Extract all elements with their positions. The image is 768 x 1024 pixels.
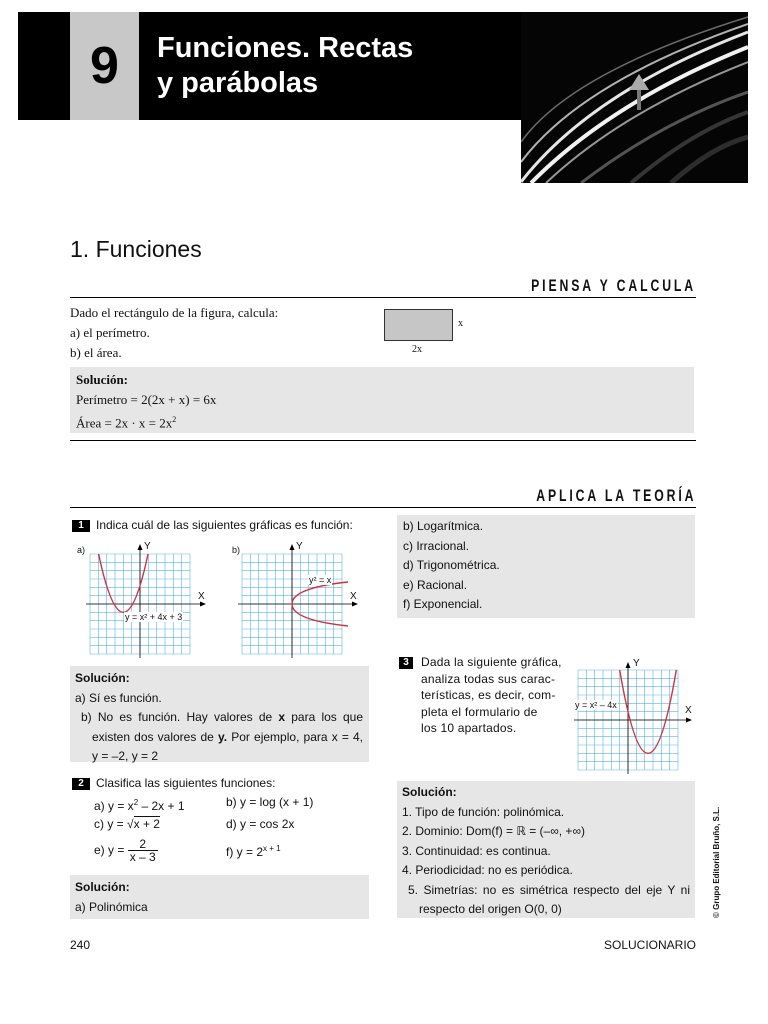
- section-rule: [70, 507, 696, 508]
- exercise-number-badge: 3: [399, 657, 413, 669]
- graph-b-label: b): [232, 545, 241, 555]
- section-rule: [70, 440, 696, 441]
- ex2-solution-f: f) Exponencial.: [403, 597, 483, 611]
- ex1-solution-b: b) No es función. Hay valores de x para los que existen dos valores de y. Por ejemplo, para x = 4, y = –2, y = 2: [81, 710, 363, 763]
- ex2-solution-a: a) Polinómica: [75, 899, 148, 914]
- exercise-number-badge: 2: [72, 778, 90, 790]
- piensa-y-calcula-heading: PIENSA Y CALCULA: [531, 276, 696, 295]
- page-number: 240: [70, 938, 91, 952]
- chapter-title-line1: Funciones. Rectas: [157, 32, 414, 64]
- sqrt-symbol: √: [127, 817, 134, 831]
- graph-3-y-label: Y: [633, 658, 640, 669]
- rectangle-figure: [384, 309, 453, 341]
- piensa-item-b: b) el área.: [70, 345, 122, 360]
- piensa-intro: Dado el rectángulo de la figura, calcula:: [70, 305, 279, 320]
- piensa-item-a: a) el perímetro.: [70, 325, 150, 340]
- graph-b: [238, 544, 358, 658]
- ex2-item-f: f) $y = 2^{x + 1}$: [226, 844, 281, 859]
- exercise-3-solution-box: [397, 781, 695, 918]
- exercise-2-statement: 2 Clasifica las siguientes funciones:: [72, 774, 275, 794]
- ex2-solution-d: d) Trigonométrica.: [403, 558, 500, 572]
- chapter-title: [157, 31, 413, 101]
- ex1-solution-a: a) Sí es función.: [75, 690, 162, 705]
- ex2-item-e: e) y = $\frac{2}{x - 3}$: [94, 837, 156, 864]
- area-result: Área = $2x \cdot x = 2x^2$: [76, 415, 177, 431]
- copyright-vertical: © Grupo Editorial Bruño, S.L.: [712, 806, 721, 918]
- exercise-3-statement: Dada la siguiente gráfica, analiza todas sus carac- terísticas, es decir, com- pleta el formulario de los 10 apartados.: [421, 655, 562, 735]
- graph-a-y-label: Y: [144, 541, 151, 552]
- exercise-1-statement: 1 Indica cuál de las siguientes gráficas es función:: [72, 516, 353, 536]
- piensa-solution-box: [70, 367, 694, 433]
- ex3-solution-4: 4. Periodicidad: no es periódica.: [402, 863, 573, 877]
- exercise-1-graphs: [72, 540, 362, 660]
- exercise-1-solution-box: [70, 666, 369, 762]
- aplica-la-teoria-heading: APLICA LA TEORÍA: [535, 486, 696, 505]
- chapter-number: 9: [70, 12, 139, 120]
- graph-a: [86, 544, 206, 658]
- exercise-2-solution-box-left: [70, 875, 369, 919]
- ex3-solution-2: 2. Dominio: Dom(f) = ℝ = (–∞, +∞): [402, 824, 585, 838]
- exercise-2-solution-box-right: [397, 515, 695, 618]
- solution-label: Solución:: [75, 671, 130, 685]
- ex3-solution-5: 5. Simetrías: no es simétrica respecto del eje Y ni respecto del origen O(0, 0): [408, 882, 690, 916]
- graph-b-y-label: Y: [296, 541, 303, 552]
- ex2-item-b: b) y = log (x + 1): [226, 795, 314, 809]
- ex2-solution-b: b) Logarítmica.: [403, 519, 484, 533]
- perimeter-result: Perímetro = 2(2x + x) = 6x: [76, 392, 217, 407]
- graph-3-equation: y = x² – 4x: [575, 700, 617, 710]
- ex2-solution-c: c) Irracional.: [403, 538, 470, 553]
- ex2-item-c: c) y = √x + 2: [94, 817, 160, 831]
- solution-label: Solución:: [75, 880, 130, 894]
- graph-a-label: a): [77, 545, 86, 555]
- rect-height-label: x: [458, 318, 463, 329]
- ex2-solution-e: e) Racional.: [403, 577, 468, 592]
- ex2-item-a: a) $y = x^2 - 2x + 1$: [94, 798, 185, 813]
- ex3-solution-3: 3. Continuidad: es continua.: [402, 843, 551, 858]
- solution-label: Solución:: [402, 785, 457, 799]
- graph-3-x-label: X: [685, 705, 692, 716]
- rect-width-label: 2x: [412, 344, 422, 355]
- graph-b-x-label: X: [350, 591, 357, 602]
- exercise-number-badge: 1: [72, 520, 90, 532]
- highway-night-photo: [521, 12, 748, 183]
- section-rule: [70, 297, 696, 298]
- ex3-solution-1: 1. Tipo de función: polinómica.: [402, 804, 565, 819]
- chapter-title-line2: y parábolas: [157, 67, 319, 99]
- solution-label: Solución:: [76, 372, 129, 387]
- ex2-item-d: d) y = cos 2x: [226, 817, 295, 831]
- exercise-3-graph: [578, 670, 688, 774]
- graph-b-equation: y² = x: [309, 575, 332, 585]
- graph-a-x-label: X: [198, 591, 205, 602]
- section-title: 1. Funciones: [70, 236, 202, 262]
- book-name: SOLUCIONARIO: [603, 938, 696, 952]
- graph-a-equation: y = x² + 4x + 3: [125, 612, 183, 622]
- piensa-statement: [70, 303, 278, 363]
